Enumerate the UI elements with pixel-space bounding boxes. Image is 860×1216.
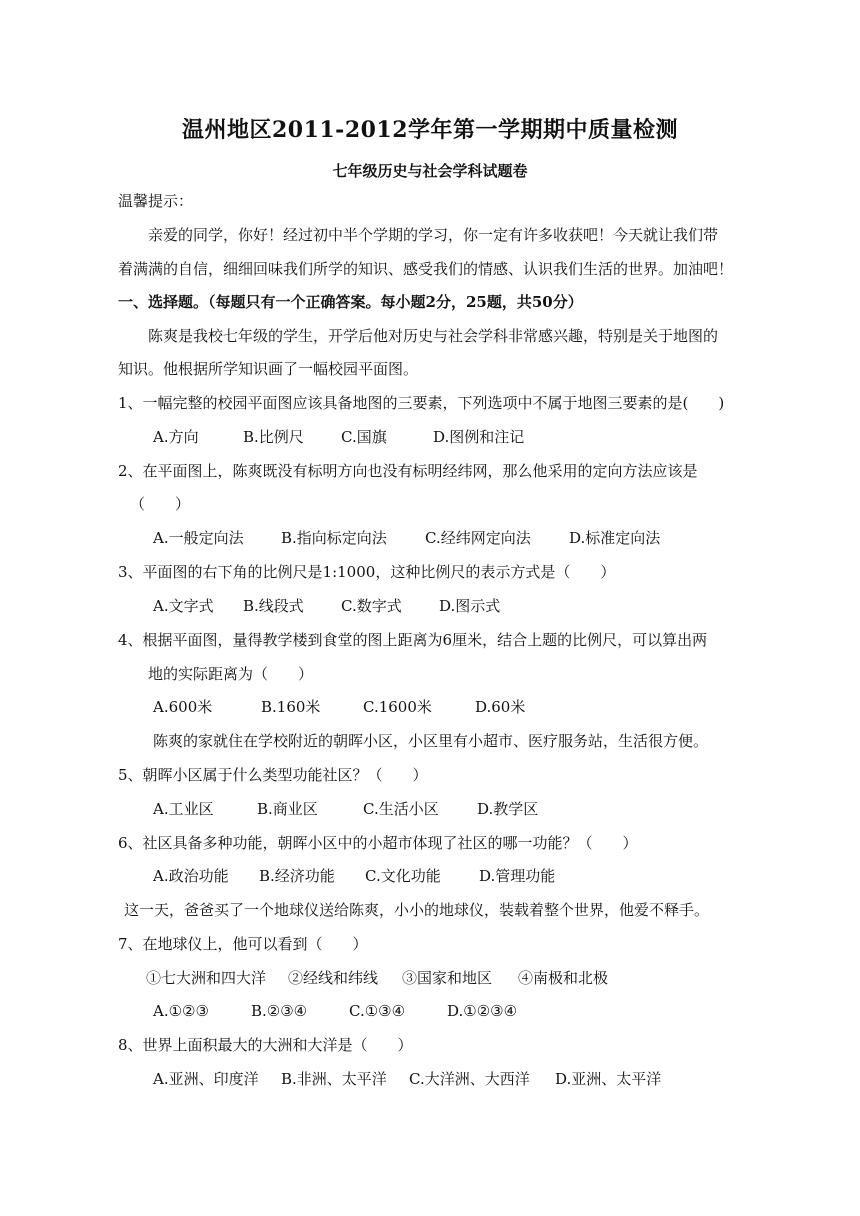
tip-line-1: 亲爱的同学，你好！经过初中半个学期的学习，你一定有许多收获吧！今天就让我们带	[148, 226, 719, 244]
question-6-stem: 6、社区具备多种功能，朝晖小区中的小超市体现了社区的哪一功能？（ ）	[118, 834, 638, 852]
option-d: D.60米	[475, 698, 526, 716]
option-c: C.生活小区	[363, 800, 439, 818]
option-b: B.比例尺	[243, 428, 304, 446]
question-1-options	[153, 427, 524, 447]
option-b: B.非洲、太平洋	[281, 1070, 387, 1088]
intro-2: 陈爽的家就住在学校附近的朝晖小区，小区里有小超市、医疗服务站，生活很方便。	[153, 732, 709, 750]
option-b: B.指向标定向法	[281, 529, 387, 547]
question-3-stem: 3、平面图的右下角的比例尺是1:1000，这种比例尺的表示方式是（ ）	[118, 563, 616, 581]
question-2-stem: 2、在平面图上，陈爽既没有标明方向也没有标明经纬网，那么他采用的定向方法应该是	[118, 462, 698, 480]
option-b: B.商业区	[257, 800, 318, 818]
question-6-options	[153, 866, 555, 886]
question-7-stem: 7、在地球仪上，他可以看到（ ）	[118, 935, 368, 953]
option-a: A.①②③	[153, 1002, 209, 1020]
option-a: A.文字式	[153, 597, 214, 615]
intro-3: 这一天，爸爸买了一个地球仪送给陈爽，小小的地球仪，装载着整个世界，他爱不释手。	[124, 901, 710, 919]
tip-label: 温馨提示：	[118, 192, 194, 210]
question-2-options	[153, 528, 660, 548]
item-1: ①七大洲和四大洋	[146, 969, 267, 987]
option-d: D.管理功能	[479, 867, 556, 885]
question-4-stem-cont: 地的实际距离为（ ）	[148, 665, 314, 683]
question-5-stem: 5、朝晖小区属于什么类型功能社区？（ ）	[118, 766, 428, 784]
question-7-items	[146, 968, 608, 988]
option-c: C.1600米	[363, 698, 432, 716]
question-7-options	[153, 1001, 517, 1021]
item-4: ④南极和北极	[518, 969, 609, 987]
option-a: A.600米	[153, 698, 213, 716]
question-4-stem: 4、根据平面图，量得教学楼到食堂的图上距离为6厘米，结合上题的比例尺，可以算出两	[118, 631, 708, 649]
question-8-stem: 8、世界上面积最大的大洲和大洋是（ ）	[118, 1036, 413, 1054]
option-a: A.政治功能	[153, 867, 229, 885]
option-d: D.标准定向法	[569, 529, 661, 547]
option-a: A.亚洲、印度洋	[153, 1070, 259, 1088]
question-1-stem: 1、一幅完整的校园平面图应该具备地图的三要素，下列选项中不属于地图三要素的是( )	[118, 394, 725, 412]
section-heading: 一、选择题。（每题只有一个正确答案。每小题2分，25题，共50分）	[118, 293, 583, 311]
option-c: C.文化功能	[365, 867, 441, 885]
exam-subtitle: 七年级历史与社会学科试题卷	[332, 162, 528, 180]
option-b: B.经济功能	[259, 867, 335, 885]
question-5-options	[153, 799, 538, 819]
option-a: A.方向	[153, 428, 199, 446]
option-c: C.经纬网定向法	[425, 529, 531, 547]
question-8-options	[153, 1069, 661, 1089]
option-d: D.①②③④	[447, 1002, 518, 1020]
question-2-stem-cont: （ ）	[130, 495, 191, 513]
option-d: D.亚洲、太平洋	[555, 1070, 662, 1088]
item-2: ②经线和纬线	[288, 969, 379, 987]
option-d: D.图示式	[439, 597, 501, 615]
option-a: A.一般定向法	[153, 529, 244, 547]
intro-1-line-1: 陈爽是我校七年级的学生，开学后他对历史与社会学科非常感兴趣，特别是关于地图的	[148, 327, 719, 345]
option-c: C.①③④	[349, 1002, 406, 1020]
option-b: B.线段式	[243, 597, 304, 615]
option-c: C.大洋洲、大西洋	[409, 1070, 530, 1088]
option-d: D.教学区	[477, 800, 539, 818]
option-a: A.工业区	[153, 800, 214, 818]
tip-line-2: 着满满的自信，细细回味我们所学的知识、感受我们的情感、认识我们生活的世界。加油吧！	[118, 260, 734, 278]
option-b: B.②③④	[251, 1002, 308, 1020]
option-c: C.国旗	[341, 428, 387, 446]
intro-1-line-2: 知识。他根据所学知识画了一幅校园平面图。	[118, 360, 419, 378]
option-c: C.数字式	[341, 597, 402, 615]
option-d: D.图例和注记	[433, 428, 525, 446]
question-4-options	[153, 697, 525, 717]
option-b: B.160米	[261, 698, 321, 716]
question-3-options	[153, 596, 500, 616]
item-3: ③国家和地区	[402, 969, 493, 987]
exam-title: 温州地区2011-2012学年第一学期期中质量检测	[181, 117, 679, 143]
